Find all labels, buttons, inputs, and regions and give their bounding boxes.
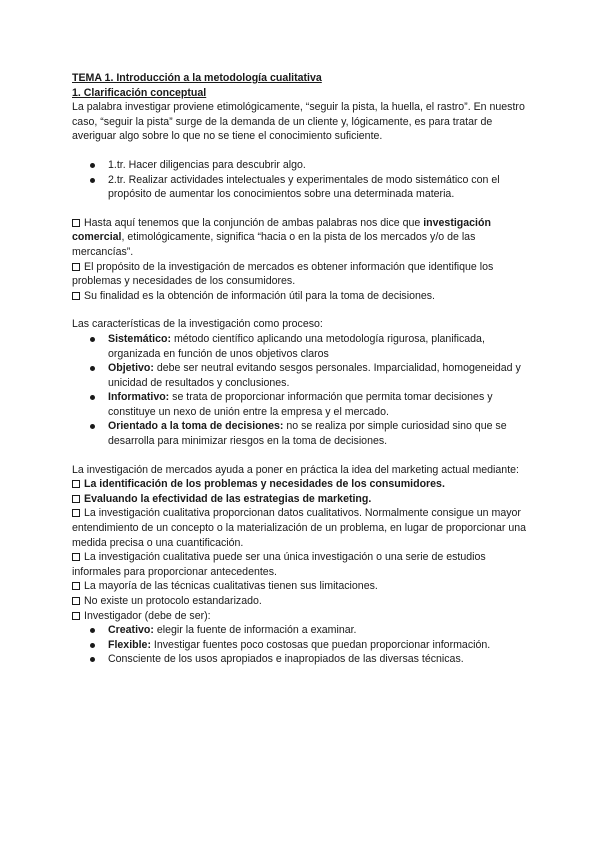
characteristic-item: Orientado a la toma de decisiones: no se realiza por simple curiosidad sino que se desarrolla para minimizar riesgos en la toma de decisiones. bbox=[72, 419, 528, 448]
checkbox-icon bbox=[72, 509, 80, 517]
checkbox-icon bbox=[72, 480, 80, 488]
checkbox-icon bbox=[72, 612, 80, 620]
checkbox-icon bbox=[72, 292, 80, 300]
characteristic-item: Objetivo: debe ser neutral evitando sesgos personales. Imparcialidad, homogeneidad y unicidad de resultados y conclusiones. bbox=[72, 361, 528, 390]
checkbox-icon bbox=[72, 597, 80, 605]
characteristics-intro: Las características de la investigación como proceso: bbox=[72, 318, 323, 331]
box-item: La identificación de los problemas y necesidades de los consumidores. bbox=[72, 477, 528, 492]
box-item: Hasta aquí tenemos que la conjunción de ambas palabras nos dice que investigación comercial, etimológicamente, significa “hacia o en la pista de los mercados y/o de las mercancías”. bbox=[72, 216, 491, 258]
checkbox-icon bbox=[72, 495, 80, 503]
intro-paragraph: La palabra investigar proviene etimológicamente, “seguir la pista, la huella, el rastro”. En nuestro caso, “seguir la pista” surge de la demanda de un cliente y, lógicamente, es para tratar de averiguar algo sobre lo que no se tiene el conocimiento suficiente. bbox=[72, 101, 525, 143]
checkbox-icon bbox=[72, 582, 80, 590]
researcher-item: Flexible: Investigar fuentes poco costosas que puedan proporcionar información. bbox=[72, 638, 528, 653]
checkbox-icon bbox=[72, 553, 80, 561]
document-content bbox=[72, 71, 528, 667]
document-title: TEMA 1. Introducción a la metodología cualitativa bbox=[72, 72, 322, 84]
characteristic-item: Informativo: se trata de proporcionar información que permita tomar decisiones y constituye un nexo de unión entre la empresa y el mercado. bbox=[72, 390, 528, 419]
definition-item: 1.tr. Hacer diligencias para descubrir algo. bbox=[72, 158, 528, 173]
checkbox-icon bbox=[72, 219, 80, 227]
marketing-intro: La investigación de mercados ayuda a poner en práctica la idea del marketing actual mediante: bbox=[72, 463, 519, 476]
section-heading: 1. Clarificación conceptual bbox=[72, 86, 207, 99]
box-item: Investigador (debe de ser): bbox=[72, 609, 528, 624]
box-item: Evaluando la efectividad de las estrategias de marketing. bbox=[72, 492, 528, 507]
box-item: La investigación cualitativa proporcionan datos cualitativos. Normalmente consigue un mayor entendimiento de un concepto o la materialización de un problema, en lugar de proporcionar una medida precisa o una cuantificación. bbox=[72, 507, 527, 549]
box-item: No existe un protocolo estandarizado. bbox=[72, 594, 528, 609]
box-item: El propósito de la investigación de mercados es obtener información que identifique los problemas y necesidades de los consumidores. bbox=[72, 260, 494, 288]
box-item: La mayoría de las técnicas cualitativas tienen sus limitaciones. bbox=[72, 579, 528, 594]
definition-item: 2.tr. Realizar actividades intelectuales y experimentales de modo sistemático con el propósito de aumentar los conocimientos sobre una determinada materia. bbox=[72, 173, 528, 202]
researcher-item: Creativo: elegir la fuente de información a examinar. bbox=[72, 623, 528, 638]
researcher-item: Consciente de los usos apropiados e inapropiados de las diversas técnicas. bbox=[72, 652, 528, 667]
box-item: La investigación cualitativa puede ser una única investigación o una serie de estudios informales para proporcionar antecedentes. bbox=[72, 551, 486, 578]
checkbox-icon bbox=[72, 263, 80, 271]
characteristics-list bbox=[72, 332, 528, 449]
box-item: Su finalidad es la obtención de información útil para la toma de decisiones. bbox=[72, 289, 528, 304]
researcher-list bbox=[72, 623, 528, 667]
characteristic-item: Sistemático: método científico aplicando una metodología rigurosa, planificada, organizada en función de unos objetivos claros bbox=[72, 332, 528, 361]
definition-list bbox=[72, 158, 528, 202]
